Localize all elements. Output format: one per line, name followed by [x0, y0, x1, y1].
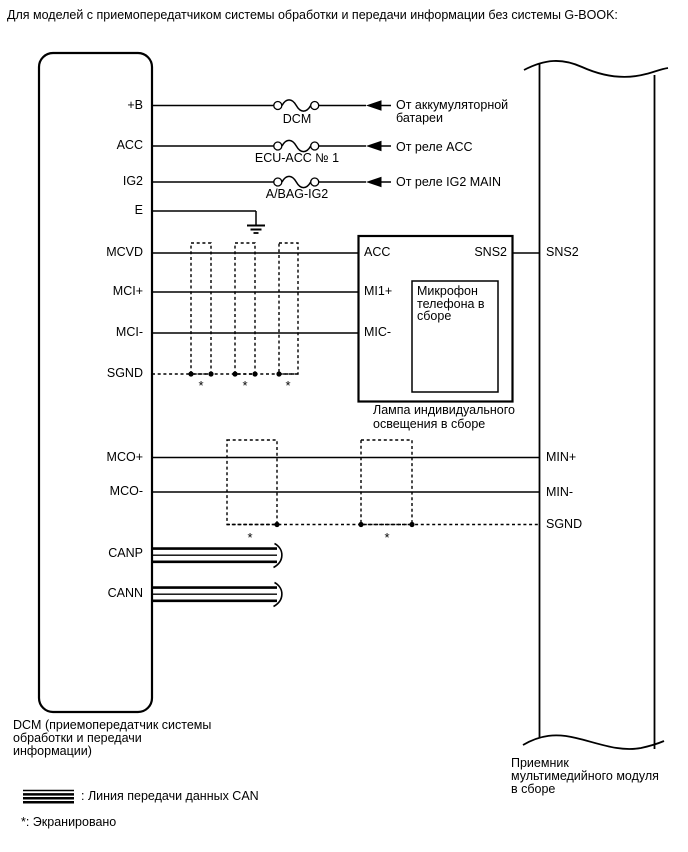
- shield-marker: *: [285, 378, 291, 393]
- shield-marker: *: [198, 378, 204, 393]
- pin-label-mco-minus: MCO-: [109, 484, 143, 498]
- receiver-caption: Приемник мультимедийного модуля в сборе: [511, 756, 659, 796]
- arrow-left-icon: [366, 100, 382, 111]
- pin-label-mci-minus: MCI-: [115, 325, 143, 339]
- ground-icon: [247, 226, 265, 234]
- fuse-label-ecu-acc: ECU-ACC № 1: [254, 150, 340, 165]
- upper-shield-group: [152, 243, 298, 374]
- legend-shielded-text: *: Экранировано: [21, 815, 117, 829]
- connection-dot: [252, 371, 257, 376]
- fuse-icon: [311, 178, 319, 186]
- fuse-icon: [274, 178, 282, 186]
- wire-e-ground: [152, 211, 265, 233]
- shield-marker: *: [384, 530, 390, 545]
- legend-can-text: : Линия передачи данных CAN: [81, 789, 259, 803]
- connection-dot: [232, 371, 237, 376]
- lower-shield-group: [227, 440, 540, 525]
- connection-dot: [358, 522, 363, 527]
- shield-marker: *: [247, 530, 253, 545]
- fuse-icon: [274, 142, 282, 150]
- pin-label-plus-b: +B: [127, 97, 143, 112]
- shield-marker: *: [242, 378, 248, 393]
- pin-label-acc: ACC: [116, 138, 143, 152]
- wire-plus-b: [152, 100, 391, 111]
- fuse-icon: [274, 102, 282, 110]
- pin-label-e: E: [134, 203, 143, 217]
- receiver-pin-min-plus: MIN+: [546, 450, 577, 464]
- connection-dot: [276, 371, 281, 376]
- dcm-caption: DCM (приемопередатчик системы обработки и передачи информации): [13, 718, 212, 758]
- fuse-label-dcm: DCM: [282, 112, 312, 126]
- fuse-label-abag-ig2: A/BAG-IG2: [265, 186, 329, 201]
- pin-label-sgnd: SGND: [106, 366, 143, 380]
- fuse-icon: [311, 142, 319, 150]
- legend-can-symbol-icon: [23, 791, 74, 803]
- lamp-pin-mic: MIC-: [364, 325, 392, 339]
- shield-box-icon: [235, 243, 255, 374]
- pin-label-ig2: IG2: [122, 174, 143, 188]
- pin-label-mci-plus: MCI+: [112, 284, 143, 298]
- diagram-title: Для моделей с приемопередатчиком системы обработки и передачи информации без системы G-BOOK:: [7, 8, 618, 22]
- connection-dot: [208, 371, 213, 376]
- lamp-pin-mi1: MI1+: [364, 284, 393, 298]
- shield-box-icon: [361, 440, 412, 525]
- fuse-coil-icon: [282, 100, 311, 111]
- connection-dot: [188, 371, 193, 376]
- microphone-label: Микрофон телефона в сборе: [417, 284, 485, 323]
- lamp-pin-acc: ACC: [364, 245, 391, 259]
- connection-dot: [409, 522, 414, 527]
- pin-label-cann: CANN: [107, 586, 143, 600]
- shield-box-icon: [279, 243, 298, 374]
- pin-label-mcvd: MCVD: [106, 245, 143, 259]
- receiver-pin-sns2: SNS2: [546, 245, 579, 259]
- source-label-ig2-relay: От реле IG2 MAIN: [396, 174, 501, 189]
- can-line-canp: [153, 544, 282, 568]
- shield-box-icon: [191, 243, 211, 374]
- lamp-caption: Лампа индивидуального освещения в сборе: [373, 403, 515, 431]
- pin-label-canp: CANP: [108, 546, 143, 560]
- source-label-battery: От аккумуляторной батареи: [396, 98, 509, 125]
- can-line-cann: [153, 583, 282, 607]
- pin-label-mco-plus: MCO+: [106, 449, 143, 464]
- source-label-acc-relay: От реле ACC: [396, 139, 473, 154]
- connection-dot: [274, 522, 279, 527]
- shield-box-icon: [227, 440, 277, 525]
- receiver-pin-min-minus: MIN-: [546, 484, 574, 499]
- lamp-pin-sns2: SNS2: [474, 245, 507, 259]
- receiver-pin-sgnd: SGND: [546, 517, 583, 531]
- receiver-outline: [523, 61, 668, 749]
- fuse-icon: [311, 102, 319, 110]
